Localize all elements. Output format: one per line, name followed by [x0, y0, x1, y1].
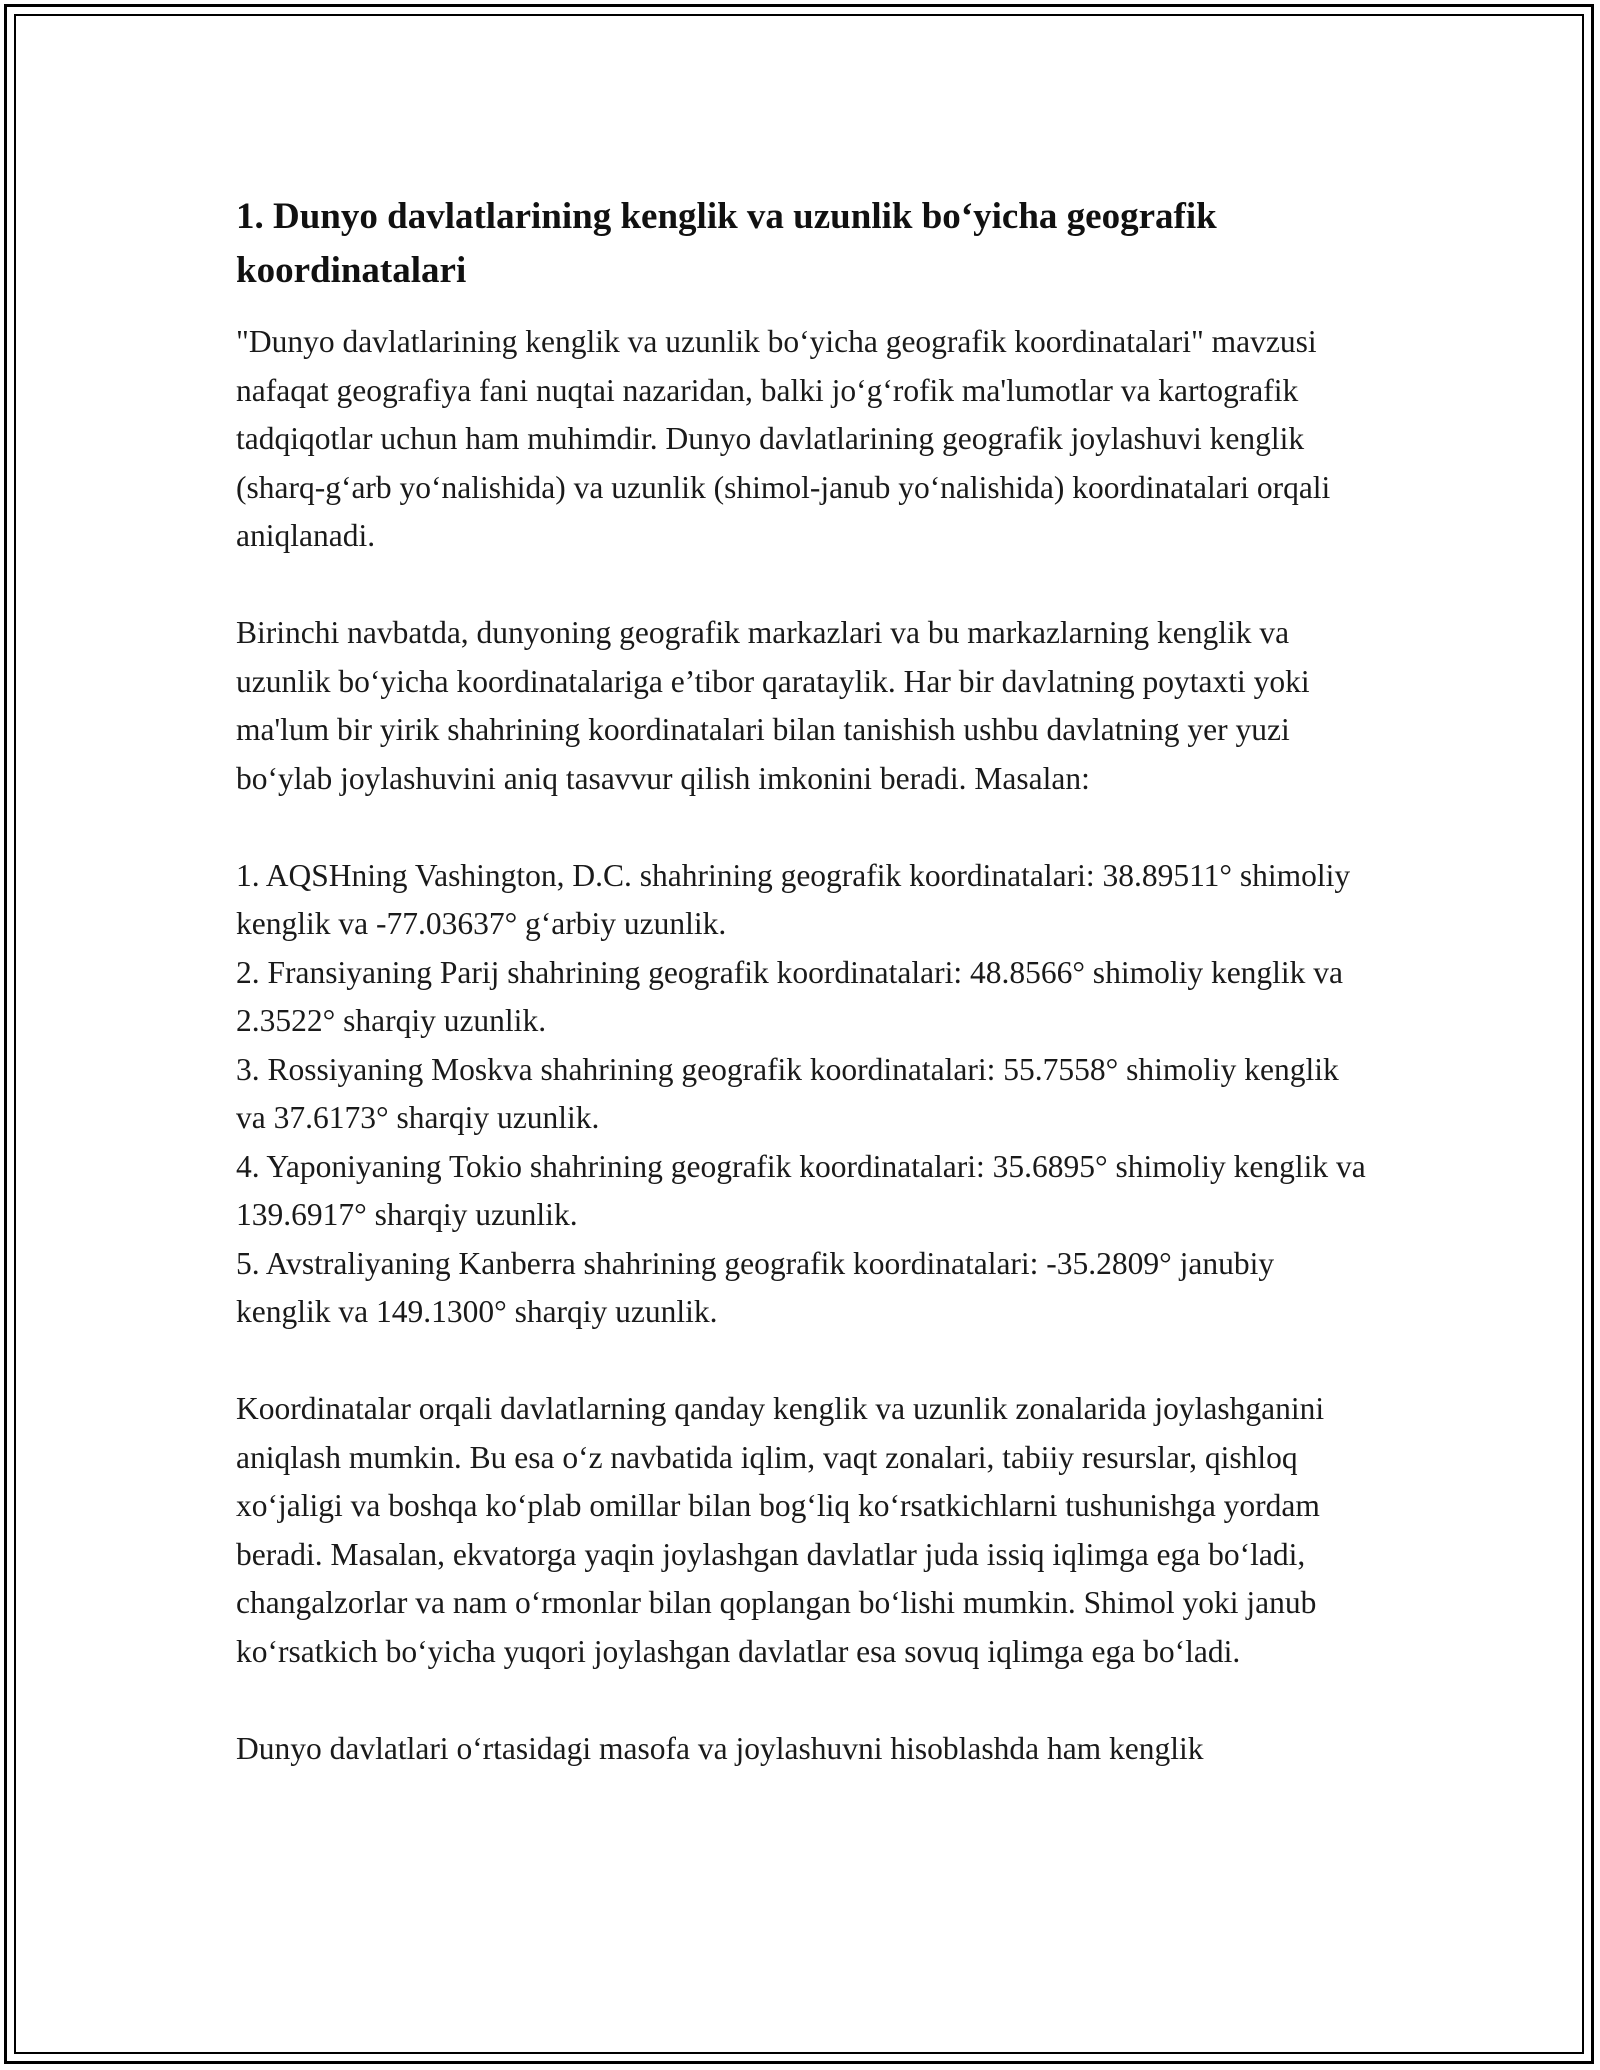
- document-title-line-2: koordinatalari: [236, 250, 467, 291]
- centers-paragraph: Birinchi navbatda, dunyoning geografik markazlari va bu markazlarning kenglik va uzunlik bo‘yicha koordinatalariga e’tibor qarataylik. Har bir davlatning poytaxti yoki ma'lum bir yirik shahrining koordinatalari bilan tanishish ushbu davlatning yer yuzi bo‘ylab joylashuvini aniq tasavvur qilish imkonini beradi. Masalan:: [236, 615, 1310, 796]
- intro-paragraph: "Dunyo davlatlarining kenglik va uzunlik bo‘yicha geografik koordinatalari" mavzusi nafaqat geografiya fani nuqtai nazaridan, balki jo‘g‘rofik ma'lumotlar va kartografik tadqiqotlar uchun ham muhimdir. Dunyo davlatlarining geografik joylashuvi kenglik (sharq-g‘arb yo‘nalishida) va uzunlik (shimol-janub yo‘nalishida) koordinatalari orqali aniqlanadi.: [236, 324, 1331, 553]
- list-item: 5. Avstraliyaning Kanberra shahrining geografik koordinatalari: -35.2809° janubiy kenglik va 149.1300° sharqiy uzunlik.: [236, 1245, 1275, 1329]
- closing-line: Dunyo davlatlari o‘rtasidagi masofa va joylashuvni hisoblashda ham kenglik: [236, 1730, 1204, 1766]
- document-title: [236, 190, 1376, 298]
- list-item: 4. Yaponiyaning Tokio shahrining geografik koordinatalari: 35.6895° shimoliy kenglik va 139.6917° sharqiy uzunlik.: [236, 1148, 1366, 1232]
- zones-paragraph: Koordinatalar orqali davlatlarning qanday kenglik va uzunlik zonalarida joylashganini aniqlash mumkin. Bu esa o‘z navbatida iqlim, vaqt zonalari, tabiiy resurslar, qishloq xo‘jaligi va boshqa ko‘plab omillar bilan bog‘liq ko‘rsatkichlarni tushunishga yordam beradi. Masalan, ekvatorga yaqin joylashgan davlatlar juda issiq iqlimga ega bo‘ladi, changalzorlar va nam o‘rmonlar bilan qoplangan bo‘lishi mumkin. Shimol yoki janub ko‘rsatkich bo‘yicha yuqori joylashgan davlatlar esa sovuq iqlimga ega bo‘ladi.: [236, 1391, 1325, 1669]
- list-item: 1. AQSHning Vashington, D.C. shahrining geografik koordinatalari: 38.89511° shimoliy kenglik va -77.03637° g‘arbiy uzunlik.: [236, 857, 1351, 941]
- list-item: 3. Rossiyaning Moskva shahrining geografik koordinatalari: 55.7558° shimoliy kenglik va 37.6173° sharqiy uzunlik.: [236, 1051, 1339, 1135]
- document-title-line-1: 1. Dunyo davlatlarining kenglik va uzunlik bo‘yicha geografik: [236, 196, 1217, 237]
- document-page: [236, 190, 1376, 1822]
- coordinates-list: [236, 852, 1376, 1337]
- list-item: 2. Fransiyaning Parij shahrining geografik koordinatalari: 48.8566° shimoliy kenglik va 2.3522° sharqiy uzunlik.: [236, 954, 1344, 1038]
